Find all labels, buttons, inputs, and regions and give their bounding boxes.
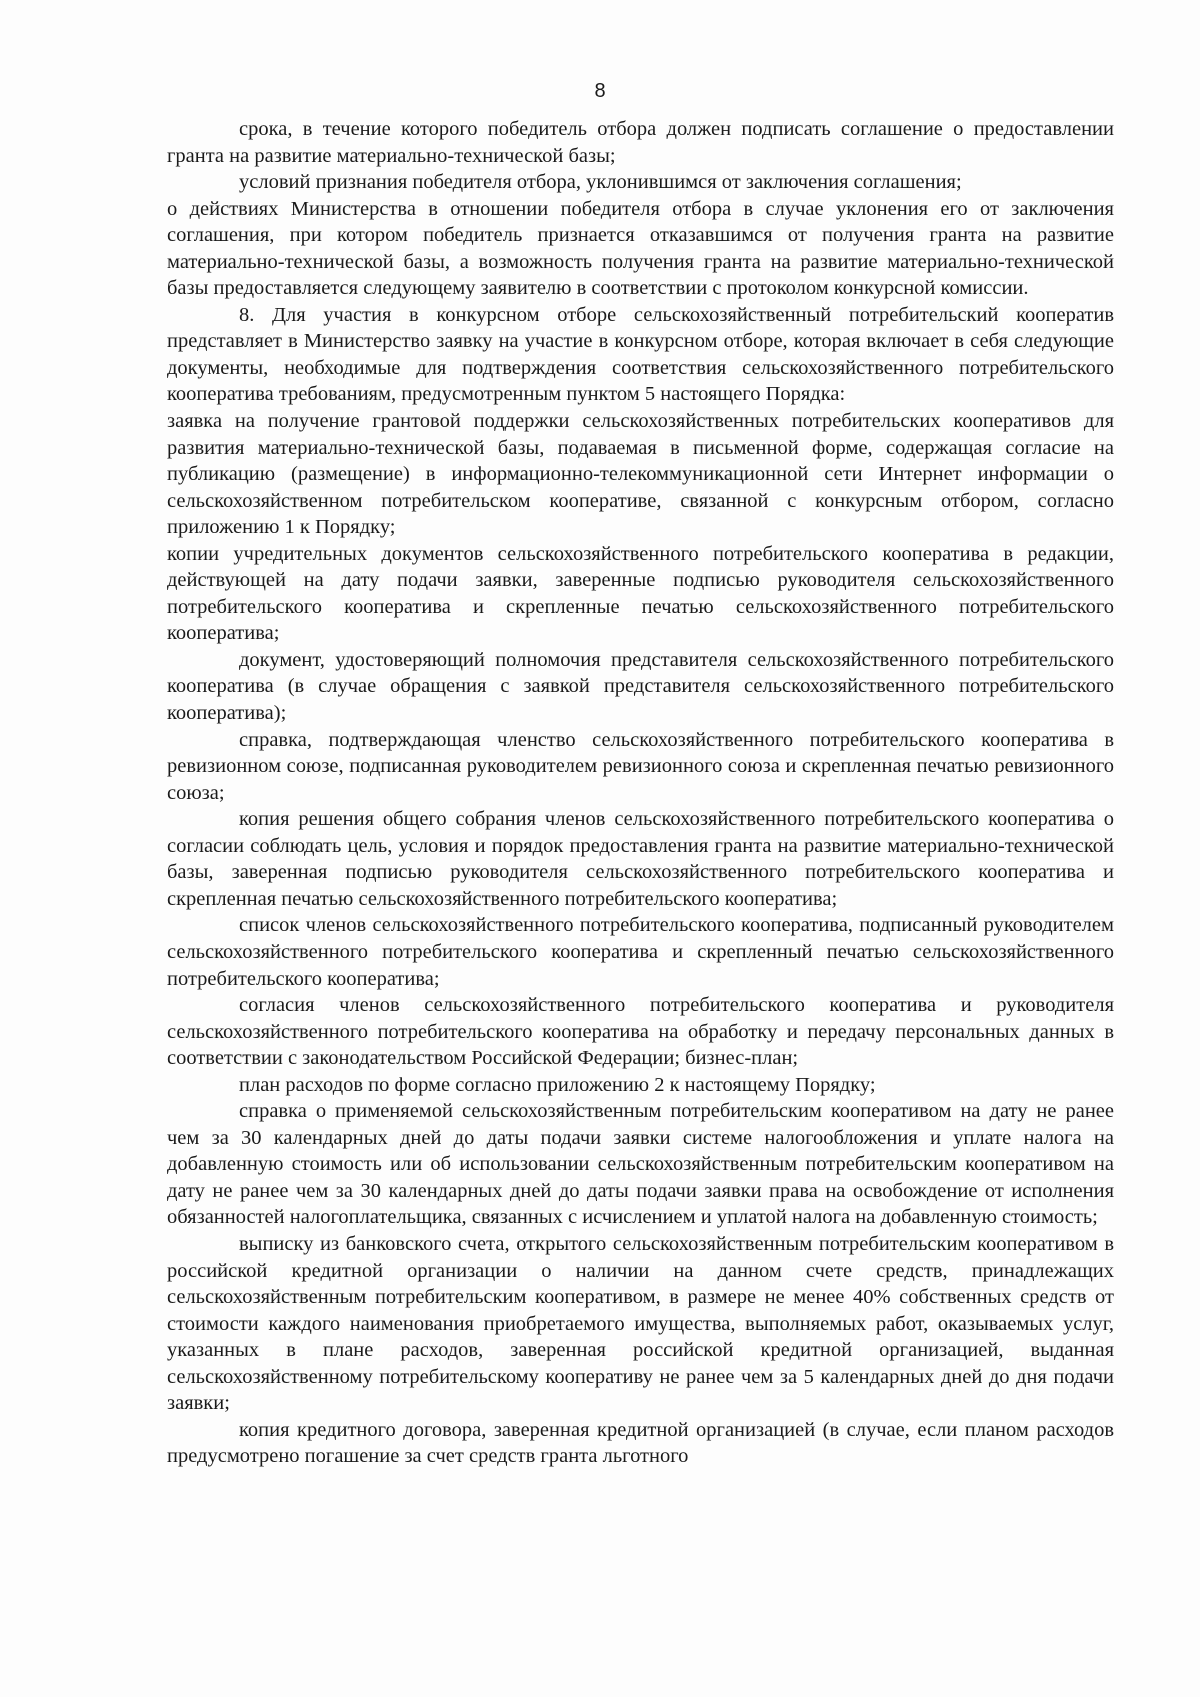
page-number: 8: [594, 80, 606, 102]
paragraph-clause-8: 8. Для участия в конкурсном отборе сельскохозяйственный потребительский кооператив представляет в Министерство заявку на участие в конкурсном отборе, которая включает в себя следующие документы, необходимые для подтверждения соответствия сельскохозяйственного потребительского кооператива требованиям, предусмотренным пунктом 5 настоящего Порядка:: [167, 303, 1114, 406]
paragraph-ministry-actions: о действиях Министерства в отношении победителя отбора в случае уклонения его от заключения соглашения, при котором победитель признается отказавшимся от получения гранта на развитие материально-технической базы, а возможность получения гранта на развитие материально-технической базы предоставляется следующему заявителю в соответствии с протоколом конкурсной комиссии.: [167, 197, 1114, 300]
list-item-expense-plan: план расходов по форме согласно приложению 2 к настоящему Порядку;: [239, 1073, 876, 1096]
paragraph-agreement-deadline: срока, в течение которого победитель отбора должен подписать соглашение о предоставлении гранта на развитие материально-технической базы;: [167, 118, 1114, 167]
list-item-founding-documents: копии учредительных документов сельскохозяйственного потребительского кооператива в редакции, действующей на дату подачи заявки, заверенные подписью руководителя сельскохозяйственного потребительского кооператива и скрепленные печатью сельскохозяйственного потребительского кооператива;: [167, 542, 1114, 645]
list-item-credit-agreement: копия кредитного договора, заверенная кредитной организацией (в случае, если планом расходов предусмотрено погашение за счет средств гранта льготного: [167, 1418, 1114, 1468]
document-body: [167, 116, 1114, 1470]
list-item-tax-certificate: справка о применяемой сельскохозяйственным потребительским кооперативом на дату не ранее чем за 30 календарных дней до даты подачи заявки системе налогообложения и уплате налога на добавленную стоимость или об использовании сельскохозяйственным потребительским кооперативом на дату не ранее чем за 30 календарных дней до даты подачи заявки права на освобождение от исполнения обязанностей налогоплательщика, связанных с исчислением и уплатой налога на добавленную стоимость;: [167, 1100, 1114, 1229]
list-item-bank-statement: выписку из банковского счета, открытого сельскохозяйственным потребительским кооперативом в российской кредитной организации о наличии на данном счете средств, принадлежащих сельскохозяйственным потребительским кооперативом, в размере не менее 40% собственных средств от стоимости каждого наименования приобретаемого имущества, выполняемых работ, оказываемых услуг, указанных в плане расходов, заверенная российской кредитной организацией, выданная сельскохозяйственному потребительскому кооперативу не ранее чем за 5 календарных дней до дня подачи заявки;: [167, 1232, 1114, 1415]
list-item-personal-data-consent: согласия членов сельскохозяйственного потребительского кооператива и руководителя сельскохозяйственного потребительского кооператива на обработку и передачу персональных данных в соответствии с законодательством Российской Федерации; бизнес-план;: [167, 994, 1114, 1070]
paragraph-evasion-conditions: условий признания победителя отбора, уклонившимся от заключения соглашения;: [239, 171, 962, 194]
list-item-grant-application: заявка на получение грантовой поддержки сельскохозяйственных потребительских кооперативов для развития материально-технической базы, подаваемая в письменной форме, содержащая согласие на публикацию (размещение) в информационно-телекоммуникационной сети Интернет информации о сельскохозяйственном потребительском кооперативе, связанной с конкурсным отбором, согласно приложению 1 к Порядку;: [167, 410, 1114, 539]
list-item-general-meeting-decision: копия решения общего собрания членов сельскохозяйственного потребительского кооператива о согласии соблюдать цель, условия и порядок предоставления гранта на развитие материально-технической базы, заверенная подписью руководителя сельскохозяйственного потребительского кооператива и скрепленная печатью сельскохозяйственного потребительского кооператива;: [167, 808, 1114, 910]
list-item-audit-union-certificate: справка, подтверждающая членство сельскохозяйственного потребительского кооператива в ревизионном союзе, подписанная руководителем ревизионного союза и скрепленная печатью ревизионного союза;: [167, 728, 1114, 804]
list-item-members-list: список членов сельскохозяйственного потребительского кооператива, подписанный руководителем сельскохозяйственного потребительского кооператива и скрепленный печатью сельскохозяйственного потребительского кооператива;: [167, 914, 1114, 990]
list-item-representative-authority: документ, удостоверяющий полномочия представителя сельскохозяйственного потребительского кооператива (в случае обращения с заявкой представителя сельскохозяйственного потребительского кооператива);: [167, 648, 1114, 725]
